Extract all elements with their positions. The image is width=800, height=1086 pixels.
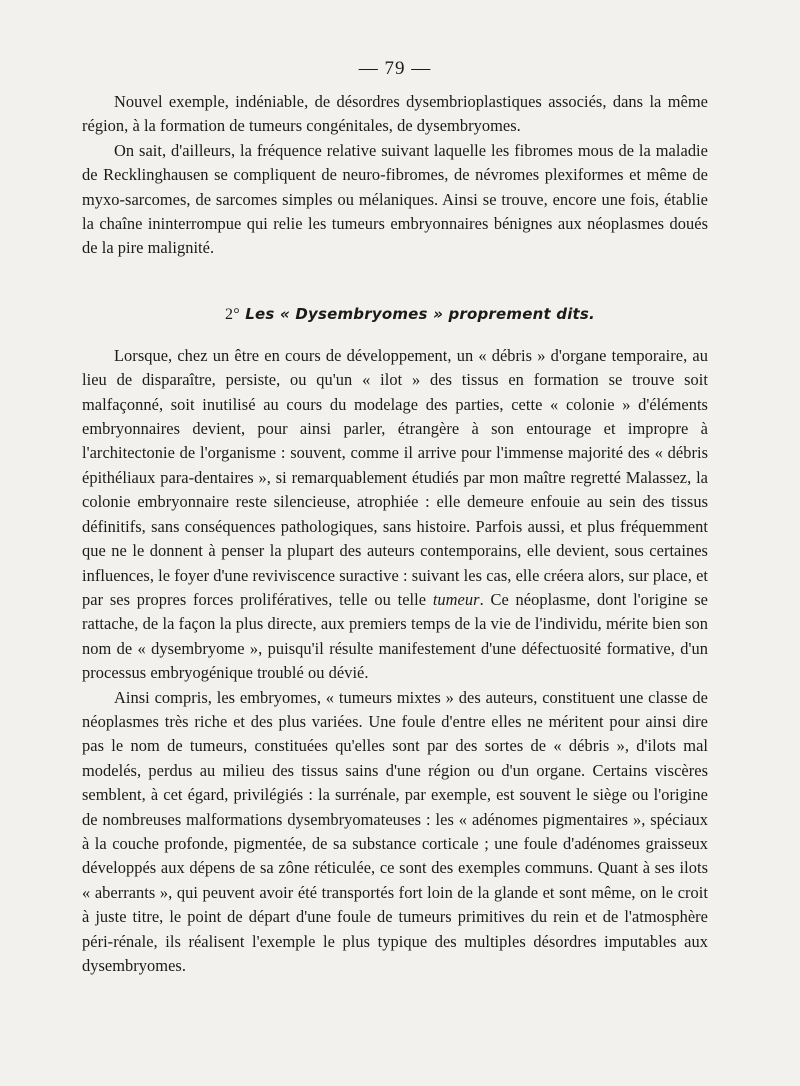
- paragraph-3-part-2: . Ce néoplasme, dont l'origine se rattache, de la façon la plus directe, aux premiers temps de la vie de l'individu, mérite bien son nom de « dysembryome », puisqu'il résulte manifestement d'une défectuosité formative, d'un processus embryogénique troublé ou dévié.: [82, 589, 708, 683]
- section-heading: [112, 305, 708, 324]
- paragraph-2: On sait, d'ailleurs, la fréquence relative suivant laquelle les fibromes mous de la maladie de Recklinghausen se compliquent de neuro-fibromes, de névromes plexiformes et même de myxo-sarcomes, de sarcomes simples ou mélaniques. Ainsi se trouve, encore une fois, établie la chaîne ininterrompue qui relie les tumeurs embryonnaires bénignes aux néoplasmes doués de la pire malignité.: [82, 140, 708, 258]
- paragraph-3: [82, 344, 708, 686]
- section-number: 2°: [225, 305, 240, 323]
- page-number: — 79 —: [358, 58, 432, 79]
- paragraph-3-italic: tumeur: [432, 589, 480, 609]
- paragraph-3-part-1: Lorsque, chez un être en cours de développement, un « débris » d'organe temporaire, au lieu de disparaître, persiste, ou qu'un « ilot » des tissus en formation se trouve soit malfaçonné, soit inutilisé au cours du modelage des parties, cette « colonie » d'éléments embryonnaires devient, pour ainsi parler, étrangère à son entourage et impropre à l'architectonie de l'organisme : souvent, comme il arrive pour l'immense majorité des « débris épithéliaux para-dentaires », si remarquablement étudiés par mon maître regretté Malassez, la colonie embryonnaire reste silencieuse, atrophiée : elle demeure enfouie au sein des tissus définitifs, sans conséquences pathologiques, sans histoire. Parfois aussi, et plus fréquemment que ne le donnent à penser la plupart des auteurs contemporains, elle devient, sous certaines influences, le foyer d'une reviviscence suractive : suivant les cas, elle créera alors, sur place, et par ses propres forces prolifératives, telle ou telle: [82, 345, 708, 609]
- paragraph-1: Nouvel exemple, indéniable, de désordres dysembrioplastiques associés, dans la même région, à la formation de tumeurs congénitales, de dysembryomes.: [82, 92, 708, 136]
- section-title: Les « Dysembryomes » proprement dits.: [245, 304, 595, 323]
- paragraph-4: Ainsi compris, les embryomes, « tumeurs mixtes » des auteurs, constituent une classe de néoplasmes très riche et des plus variées. Une foule d'entre elles ne méritent pour ainsi dire pas le nom de tumeurs, constituées qu'elles sont par des sortes de « débris », d'ilots mal modelés, perdus au milieu des tissus sains d'une région ou d'un organe. Certains viscères semblent, à cet égard, privilégiés : la surrénale, par exemple, est souvent le siège ou l'origine de nombreuses malformations dysembryomateuses : les « adénomes pigmentaires », spéciaux à la couche profonde, pigmentée, de sa substance corticale ; une foule d'adénomes graisseux développés aux dépens de sa zône réticulée, ce sont des exemples communs. Quant à ses ilots « aberrants », qui peuvent avoir été transportés fort loin de la glande et sont même, on le croit à juste titre, le point de départ d'une foule de tumeurs primitives du rein et de l'atmosphère péri-rénale, ils réalisent l'exemple le plus typique des multiples désordres imputables aux dysembryomes.: [82, 687, 708, 975]
